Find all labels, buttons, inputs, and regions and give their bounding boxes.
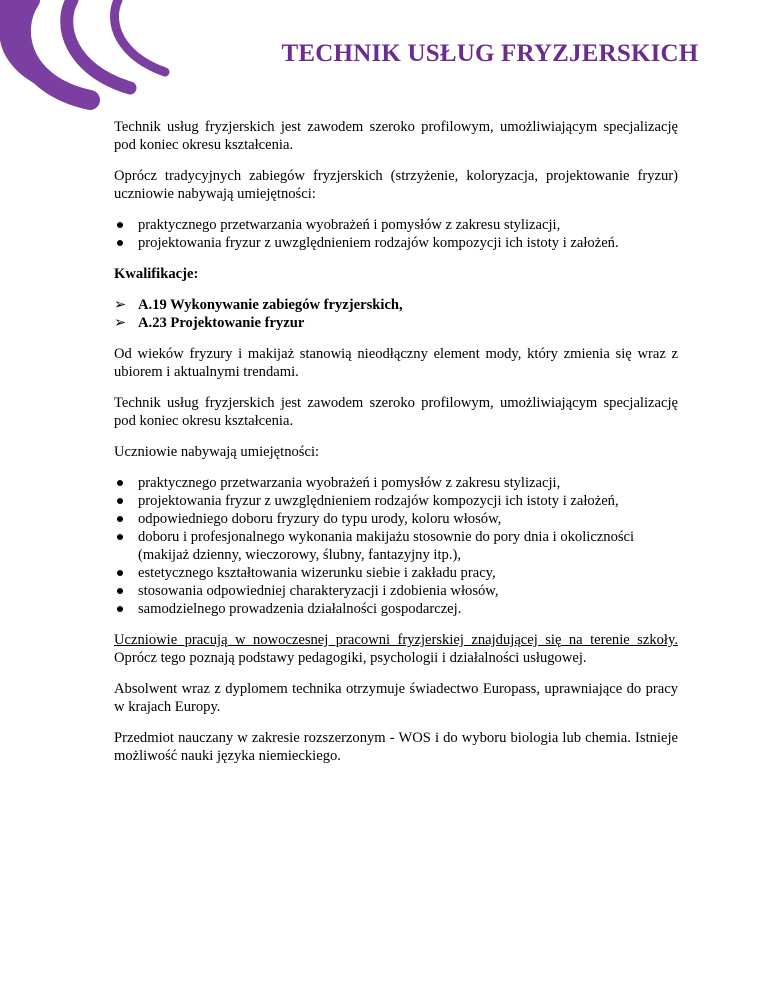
skills-intro-paragraph: Oprócz tradycyjnych zabiegów fryzjerskich (strzyżenie, koloryzacja, projektowanie fryzur) uczniowie nabywają umiejętności: (114, 168, 678, 202)
purple-swirl-logo (0, 0, 250, 110)
skills-list-short (114, 216, 678, 252)
workshop-underlined-text: Uczniowie pracują w nowoczesnej pracowni fryzjerskiej znajdującej się na terenie szkoły. (114, 632, 678, 648)
list-item: praktycznego przetwarzania wyobrażeń i pomysłów z zakresu stylizacji, (114, 474, 678, 492)
list-item: odpowiedniego doboru fryzury do typu urody, koloru włosów, (114, 510, 678, 528)
students-skills-intro: Uczniowie nabywają umiejętności: (114, 444, 320, 460)
list-item: projektowania fryzur z uwzględnieniem rodzajów kompozycji ich istoty i założeń, (114, 492, 678, 510)
list-item: praktycznego przetwarzania wyobrażeń i pomysłów z zakresu stylizacji, (114, 216, 678, 234)
list-item: projektowania fryzur z uwzględnieniem rodzajów kompozycji ich istoty i założeń. (114, 234, 678, 252)
subjects-paragraph: Przedmiot nauczany w zakresie rozszerzonym - WOS i do wyboru biologia lub chemia. Istnieje możliwość nauki języka niemieckiego. (114, 730, 678, 764)
qualifications-heading: Kwalifikacje: (114, 266, 199, 282)
page-title: TECHNIK USŁUG FRYZJERSKICH (281, 40, 699, 67)
document-body (114, 118, 678, 778)
workshop-rest-text: Oprócz tego poznają podstawy pedagogiki, psychologii i działalności usługowej. (114, 650, 587, 666)
list-item: doboru i profesjonalnego wykonania makijażu stosownie do pory dnia i okoliczności (makijaż dzienny, wieczorowy, ślubny, fantazyjny itp.), (114, 528, 678, 564)
qualification-item: ➢ A.23 Projektowanie fryzur (114, 314, 678, 332)
qualifications-list (114, 296, 678, 332)
qualification-item: ➢ A.19 Wykonywanie zabiegów fryzjerskich, (114, 296, 678, 314)
intro-paragraph: Technik usług fryzjerskich jest zawodem szeroko profilowym, umożliwiającym specjalizację pod koniec okresu kształcenia. (114, 119, 678, 153)
list-item: samodzielnego prowadzenia działalności gospodarczej. (114, 600, 678, 618)
skills-list-full (114, 474, 678, 618)
list-item: stosowania odpowiedniej charakteryzacji i zdobienia włosów, (114, 582, 678, 600)
fashion-paragraph: Od wieków fryzury i makijaż stanowią nieodłączny element mody, który zmienia się wraz z ubiorem i aktualnymi trendami. (114, 346, 678, 380)
profile-paragraph: Technik usług fryzjerskich jest zawodem szeroko profilowym, umożliwiającym specjalizację pod koniec okresu kształcenia. (114, 395, 678, 429)
list-item: estetycznego kształtowania wizerunku siebie i zakładu pracy, (114, 564, 678, 582)
workshop-paragraph (114, 631, 678, 667)
europass-paragraph: Absolwent wraz z dyplomem technika otrzymuje świadectwo Europass, uprawniające do pracy w krajach Europy. (114, 681, 678, 715)
